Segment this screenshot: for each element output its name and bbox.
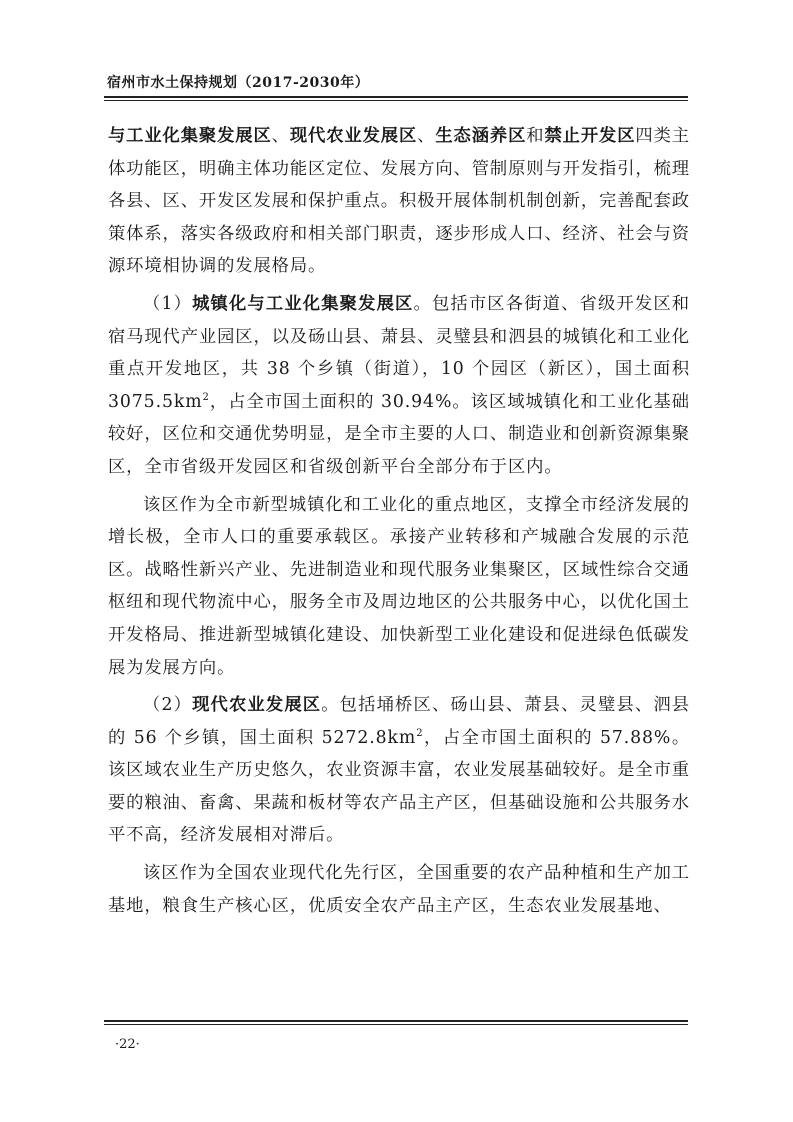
paragraph-agriculture-zone-role: 该区作为全国农业现代化先行区，全国重要的农产品种植和生产加工基地，粮食生产核心区，优质安全农产品主产区，生态农业发展基地、 — [108, 863, 690, 916]
running-header: 宿州市水土保持规划（2017-2030年） — [107, 75, 370, 91]
text-run: 四类主体功能区，明确主体功能区定位、发展方向、管制原则与开发指引，梳理各县、区、开发区发展和保护重点。积极开展体制机制创新，完善配套政策体系，落实各级政府和相关部门职责，逐步形成人口、经济、社会与资源环境相协调的发展格局。 — [108, 126, 690, 277]
section-title: 城镇化与工业化集聚发展区 — [192, 293, 414, 314]
page-body — [108, 120, 690, 927]
item-number: （2） — [143, 695, 193, 716]
superscript: 2 — [202, 391, 210, 403]
footer-rule — [104, 1020, 688, 1022]
paragraph-agriculture-zone — [108, 689, 690, 852]
text-run: 、 — [271, 126, 290, 146]
paragraph-urban-industrial-zone — [108, 288, 690, 484]
text-run: ，占全市国土面积的 57.88%。该区域农业生产历史悠久，农业资源丰富，农业发展基础较好。是全市重要的粮油、畜禽、果蔬和板材等农产品主产区，但基础设施和公共服务水平不高，经济发展相对滞后。 — [108, 727, 690, 846]
text-run: ，占全市国土面积的 30.94%。该区域城镇化和工业化基础较好，区位和交通优势明显，是全市主要的人口、制造业和创新资源集聚区，全市省级开发园区和省级创新平台全部分布于区内。 — [108, 391, 690, 477]
superscript: 2 — [416, 727, 424, 739]
text-run: 和 — [526, 126, 545, 146]
text-run: 。包括市区各街道、省级开发区和宿马现代产业园区，以及砀山县、萧县、灵璧县和泗县的城镇化和工业化重点开发地区，共 38 个乡镇（街道），10 个园区（新区），国土面积 3075.5km — [108, 293, 690, 412]
page-number: ·22· — [115, 1037, 140, 1052]
text-run: 、 — [417, 126, 436, 146]
header-rule-thin — [104, 100, 688, 101]
footer-rule-thin — [104, 1024, 688, 1025]
item-number: （1） — [143, 293, 193, 314]
bold-term: 生态涵养区 — [435, 126, 527, 146]
section-title: 现代农业发展区 — [192, 695, 322, 716]
paragraph-urban-zone-role: 该区作为全市新型城镇化和工业化的重点地区，支撑全市经济发展的增长极，全市人口的重要承载区。承接产业转移和产城融合发展的示范区。战略性新兴产业、先进制造业和现代服务业集聚区，区域性综合交通枢纽和现代物流中心，服务全市及周边地区的公共服务中心，以优化国土开发格局、推进新型城镇化建设、加快新型工业化建设和促进绿色低碳发展为发展方向。 — [108, 494, 690, 678]
bold-term: 现代农业发展区 — [289, 126, 418, 146]
bold-term: 禁止开发区 — [544, 126, 636, 146]
header-rule — [104, 96, 688, 98]
paragraph-continued — [108, 120, 690, 283]
bold-term: 与工业化集聚发展区 — [108, 126, 272, 146]
text-run: 。包括埇桥区、砀山县、萧县、灵璧县、泗县的 56 个乡镇，国土面积 5272.8km — [108, 695, 690, 748]
